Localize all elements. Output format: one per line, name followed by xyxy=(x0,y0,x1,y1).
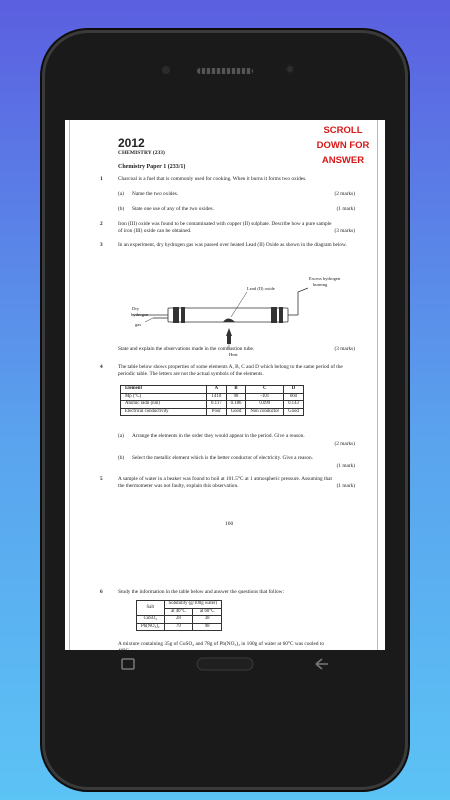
label-lead-oxide: Lead (II) oxide xyxy=(247,286,275,291)
exam-subject: CHEMISTRY (233) xyxy=(118,150,165,156)
left-stopper xyxy=(173,307,179,323)
front-camera xyxy=(285,64,295,74)
question-text: Iron (III) oxide was found to be contaminated with copper (II) sulphate. Describe how a pure sample of iron (III) oxide can be obtained. xyxy=(118,221,332,234)
marks: (2 marks) xyxy=(334,191,355,197)
table-cell: Mp (°C) xyxy=(121,393,207,401)
question-text: Charcoal is a fuel that is commonly used for cooking. When it burns it forms two oxides. xyxy=(118,176,307,182)
table-header: A xyxy=(207,386,227,394)
table-header: Element xyxy=(121,386,207,394)
label-excess-hydrogen: Excess hydrogen xyxy=(309,276,341,281)
label-dry: Dry xyxy=(132,306,140,311)
table-cell: 38 xyxy=(193,616,222,624)
back-icon[interactable] xyxy=(312,657,332,671)
table-cell: Atomic radii (nm) xyxy=(121,401,207,409)
marks: (1 mark) xyxy=(336,206,355,212)
page-left-edge xyxy=(69,120,70,650)
solubility-table xyxy=(136,600,222,631)
page-right-edge xyxy=(377,120,378,650)
scroll-down-note: SCROLL DOWN FOR ANSWER xyxy=(316,125,370,166)
exam-year: 2012 xyxy=(118,136,145,150)
marks: (3 marks) xyxy=(334,228,355,234)
marks: (1 mark) xyxy=(336,463,355,469)
table-cell: 0.117 xyxy=(207,401,227,409)
table-header: B xyxy=(226,386,246,394)
table-header: at 40°C xyxy=(164,608,193,616)
lead-oxide-boat xyxy=(223,319,235,323)
table-header-row xyxy=(137,601,222,609)
table-header: at 60°C xyxy=(193,608,222,616)
paper-title: Chemistry Paper 1 (233/1) xyxy=(118,164,186,170)
part-label: (b) xyxy=(118,206,125,212)
right-stopper xyxy=(271,307,277,323)
table-cell: 98 xyxy=(193,623,222,631)
question-text: The table below shows properties of some elements A, B, C and D which belong to the same period of the periodic table. The letters are not the actual symbols of the elements. xyxy=(118,364,343,377)
properties-table xyxy=(120,385,304,416)
label-heat: Heat xyxy=(229,352,238,357)
table-cell: 0.186 xyxy=(226,401,246,409)
exam-paper-page[interactable] xyxy=(65,120,385,654)
page-number: 160 xyxy=(225,521,234,527)
table-cell: 1410 xyxy=(207,393,227,401)
table-header: Salt xyxy=(137,601,165,616)
question-number: 6 xyxy=(100,589,103,595)
table-row xyxy=(121,393,304,401)
table-cell: Good xyxy=(284,408,304,416)
table-cell: Good xyxy=(226,408,246,416)
table-cell: -101 xyxy=(246,393,284,401)
table-cell: 0.143 xyxy=(284,401,304,409)
marks: (1 mark) xyxy=(336,483,355,489)
table-cell: 98 xyxy=(226,393,246,401)
question-number: 5 xyxy=(100,476,103,482)
table-cell: 660 xyxy=(284,393,304,401)
question-text: In an experiment, dry hydrogen gas was passed over heated Lead (II) Oxide as shown in the diagram below. xyxy=(118,242,347,248)
question-number: 1 xyxy=(100,176,103,182)
earpiece-speaker xyxy=(197,68,253,74)
part-label: (a) xyxy=(118,433,124,439)
marks: (2 marks) xyxy=(334,441,355,447)
table-header: D xyxy=(284,386,304,394)
burner xyxy=(227,336,231,344)
question-text: A sample of water in a beaker was found to boil at 101.5°C at 1 atmospheric pressure. Assuming that the thermometer was not faulty, explain this observation. xyxy=(118,476,332,489)
table-cell: CuSO₄ xyxy=(137,616,165,624)
part-text: Arrange the elements in the order they would appear in the period. Give a reason. xyxy=(132,433,305,439)
table-row xyxy=(137,623,222,631)
part-text: Select the metallic element which is the better conductor of electricity. Give a reason. xyxy=(132,455,314,461)
question-text: State and explain the observations made in the combustion tube. xyxy=(118,346,255,352)
home-button-icon[interactable] xyxy=(196,657,254,671)
question-number: 3 xyxy=(100,242,103,248)
table-row xyxy=(137,616,222,624)
part-label: (a) xyxy=(118,191,124,197)
question-number: 2 xyxy=(100,221,103,227)
label-burning: burning xyxy=(313,282,328,287)
table-cell: Electrical conductivity xyxy=(121,408,207,416)
table-cell: Poor xyxy=(207,408,227,416)
question-text: Study the information in the table below and answer the questions that follow: xyxy=(118,589,284,595)
table-cell: Pb(NO₃)₂ xyxy=(137,623,165,631)
label-gas: gas xyxy=(135,322,142,327)
table-cell: 28 xyxy=(164,616,193,624)
part-text: State one use of any of the two oxides. xyxy=(132,206,214,212)
recent-apps-icon[interactable] xyxy=(118,657,138,671)
marks: (3 marks) xyxy=(334,346,355,352)
table-cell: Non conductor xyxy=(246,408,284,416)
table-row xyxy=(121,401,304,409)
table-header-row xyxy=(121,386,304,394)
table-header: Solubility (g/100g water) xyxy=(164,601,222,609)
label-hydrogen: hydrogen xyxy=(131,312,149,317)
table-row xyxy=(121,408,304,416)
app-screen[interactable] xyxy=(65,120,385,654)
table-cell: 79 xyxy=(164,623,193,631)
proximity-sensor xyxy=(162,66,170,74)
part-text: Name the two oxides. xyxy=(132,191,179,197)
question-text: A mixture containing 35g of CuSO₄ and 78g of Pb(NO₃)₂ in 100g of water at 60°C was cooled to 40°C. xyxy=(118,641,324,654)
table-cell: 0.099 xyxy=(246,401,284,409)
question-number: 4 xyxy=(100,364,103,370)
part-label: (b) xyxy=(118,455,125,461)
flame xyxy=(226,328,232,336)
table-header: C xyxy=(246,386,284,394)
